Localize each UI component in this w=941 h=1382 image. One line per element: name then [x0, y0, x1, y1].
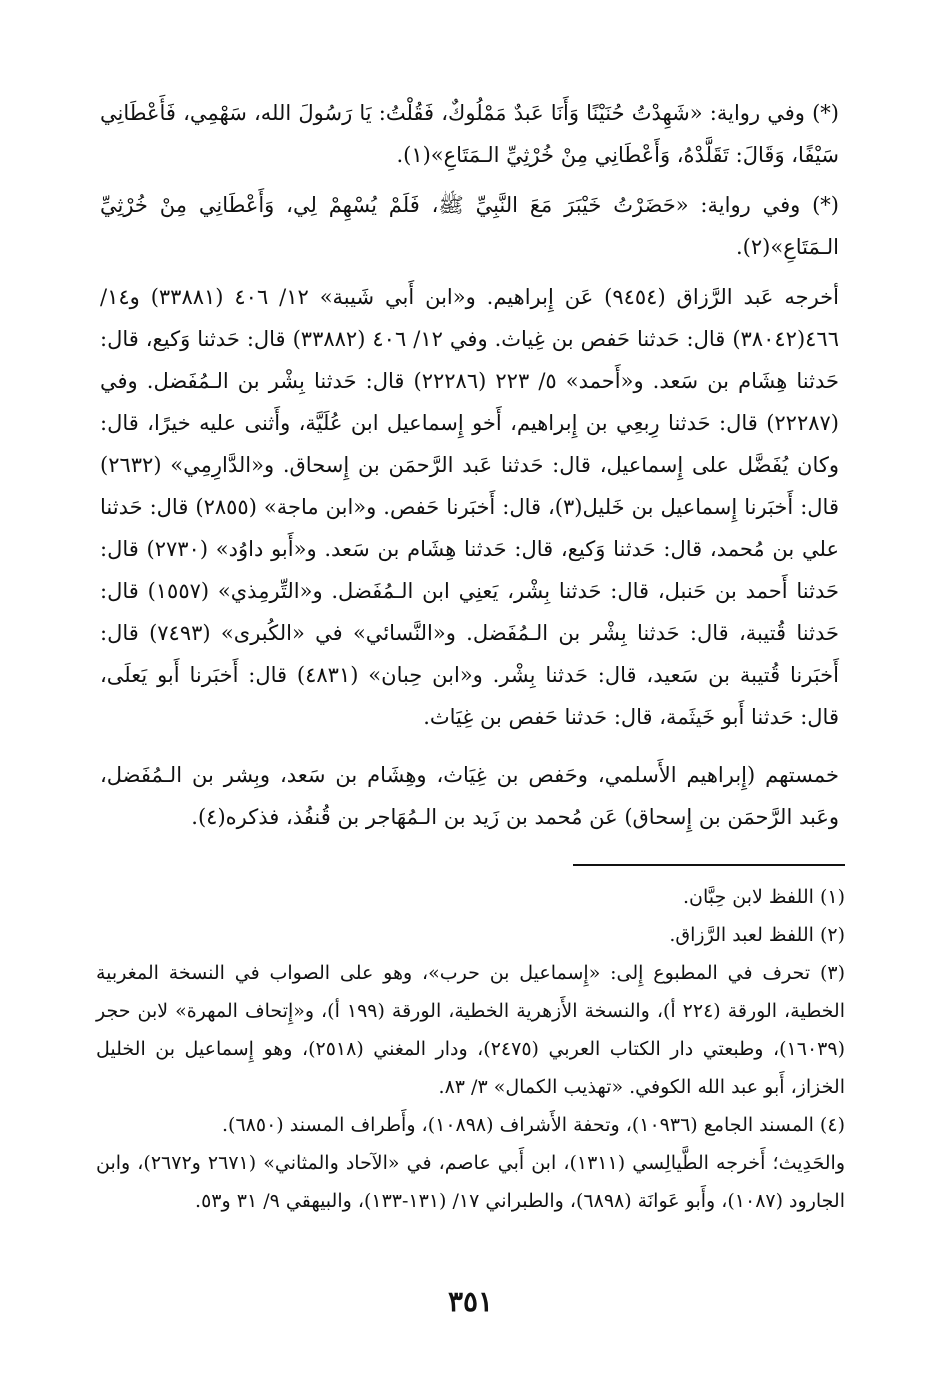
- narration-paragraph-2: (*) وفي رواية: «حَضَرْتُ خَيْبَرَ مَعَ النَّبِيِّ ﷺ، فَلَمْ يُسْهِمْ لِي، وَأَعْطَانِي مِنْ خُرْثِيِّ الـمَتَاعِ»(٢).: [100, 193, 839, 259]
- summary-paragraph: خمستهم (إِبراهيم الأَسلمي، وحَفص بن غِيَاث، وهِشَام بن سَعد، وبِشر بن الـمُفَضل، وعَبد الرَّحمَن بن إِسحاق) عَن مُحمد بن زَيد بن الـمُهَاجر بن قُنفُذ، فذكره(٤).: [100, 763, 839, 829]
- footnotes: [96, 878, 845, 1220]
- narration-paragraph-1: (*) وفي رواية: «شَهِدْتُ حُنَيْنًا وَأَنَا عَبدٌ مَمْلُوكٌ، فَقُلْتُ: يَا رَسُولَ الله، سَهْمِي، فَأَعْطَانِي سَيْفًا، وَقَالَ: تَقَلَّدْهُ، وَأَعْطَانِي مِنْ خُرْثِيِّ الـمَتَاعِ»(١).: [100, 101, 839, 167]
- takhrij-paragraph: أخرجه عَبد الرَّزاق (٩٤٥٤) عَن إِبراهيم. و«ابن أَبي شَيبة» ١٢/ ٤٠٦ (٣٣٨٨١) و١٤/ ٤٦٦(٣٨٠٤٢) قال: حَدثنا حَفص بن غِياث. وفي ١٢/ ٤٠٦ (٣٣٨٨٢) قال: حَدثنا وَكيع، قال: حَدثنا هِشَام بن سَعد. و«أَحمد» ٥/ ٢٢٣ (٢٢٢٨٦) قال: حَدثنا بِشْر بن الـمُفَضل. وفي (٢٢٢٨٧) قال: حَدثنا رِبعِي بن إِبراهيم، أَخو إِسماعيل ابن عُلَيَّة، وأَثنى عليه خيرًا، قال: وكان يُفَضَّل على إِسماعيل، قال: حَدثنا عَبد الرَّحمَن بن إِسحاق. و«الدَّارِمِي» (٢٦٣٢) قال: أَخبَرنا إِسماعيل بن خَليل(٣)، قال: أَخبَرنا حَفص. و«ابن ماجة» (٢٨٥٥) قال: حَدثنا علي بن مُحمد، قال: حَدثنا وَكيع، قال: حَدثنا هِشَام بن سَعد. و«أَبو داوُد» (٢٧٣٠) قال: حَدثنا أَحمد بن حَنبل، قال: حَدثنا بِشْر، يَعنِي ابن الـمُفَضل. و«التِّرمِذي» (١٥٥٧) قال: حَدثنا قُتيبة، قال: حَدثنا بِشْر بن الـمُفَضل. و«النَّسائي» في «الكُبرى» (٧٤٩٣) قال: أَخبَرنا قُتيبة بن سَعيد، قال: حَدثنا بِشْر. و«ابن حِبان» (٤٨٣١) قال: أَخبَرنا أَبو يَعلَى، قال: حَدثنا أَبو خَيثَمة، قال: حَدثنا حَفص بن غِيَاث.: [100, 285, 839, 729]
- footnote-1: (١) اللفظ لابن حِبَّان.: [682, 886, 845, 908]
- footnote-2: (٢) اللفظ لعبد الرَّزاق.: [669, 924, 845, 946]
- footnote-4: (٤) المسند الجامع (١٠٩٣٦)، وتحفة الأَشراف (١٠٨٩٨)، وأَطراف المسند (٦٨٥٠).: [222, 1114, 845, 1136]
- footnote-3: (٣) تحرف في المطبوع إِلى: «إِسماعيل بن حرب»، وهو على الصواب في النسخة المغربية الخطية، الورقة (٢٢٤ أ)، والنسخة الأَزهرية الخطية، الورقة (١٩٩ أ)، و«إِتحاف المهرة» لابن حجر (١٦٠٣٩)، وطبعتي دار الكتاب العربي (٢٤٧٥)، ودار المغني (٢٥١٨)، وهو إِسماعيل بن الخليل الخزاز، أَبو عبد الله الكوفي. «تهذيب الكمال» ٣/ ٨٣.: [96, 962, 846, 1098]
- footnote-separator: [573, 864, 845, 866]
- page-number: ٣٥١: [447, 1285, 494, 1318]
- main-text: [100, 92, 839, 846]
- footnote-4-continued: والحَدِيث؛ أَخرجه الطَّيالِسي (١٣١١)، ابن أَبي عاصم، في «الآحاد والمثاني» (٢٦٧١ و٢٦٧٢)، وابن الجارود (١٠٨٧)، وأَبو عَوانَة (٦٨٩٨)، والطبراني ١٧/ (١٣١-١٣٣)، والبيهقي ٩/ ٣١ و٥٣.: [96, 1152, 846, 1212]
